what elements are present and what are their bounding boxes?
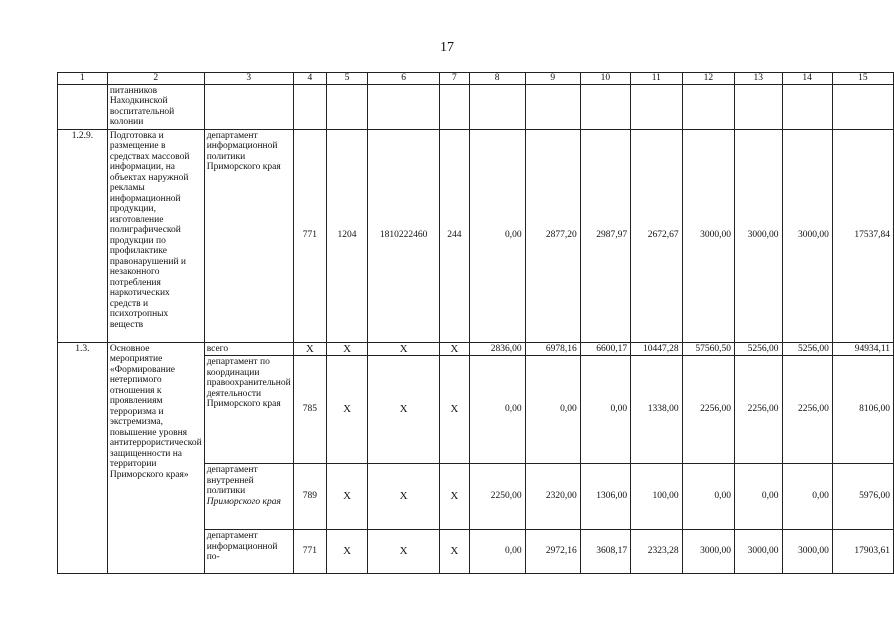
table-cell: 1204 [326, 129, 367, 342]
header-cell: 4 [293, 73, 326, 85]
table-cell: 0,00 [735, 464, 782, 530]
table-cell: 0,00 [682, 464, 734, 530]
table-cell: 5976,00 [832, 464, 893, 530]
table-cell: 2987,97 [580, 129, 630, 342]
table-cell: 10447,28 [631, 342, 683, 356]
table-cell: 2256,00 [782, 356, 832, 464]
executor-text: Приморского края [206, 496, 281, 507]
header-cell: 5 [326, 73, 367, 85]
table-cell: X [326, 342, 367, 356]
table-cell: 2250,00 [469, 464, 525, 530]
table-cell: 0,00 [469, 356, 525, 464]
table-cell: 8106,00 [832, 356, 893, 464]
header-cell: 11 [631, 73, 683, 85]
table-cell: 17537,84 [832, 129, 893, 342]
table-cell: 0,00 [525, 356, 580, 464]
executor-cell: департамент по координации правоохранительной деятельности Приморского края [204, 356, 293, 464]
table-cell: X [368, 530, 440, 574]
table-cell: 0,00 [580, 356, 630, 464]
code-cell [58, 84, 108, 129]
table-cell: X [440, 342, 469, 356]
code-cell: 1.2.9. [58, 129, 108, 342]
table-cell: 100,00 [631, 464, 683, 530]
header-cell: 1 [58, 73, 108, 85]
header-cell: 15 [832, 73, 893, 85]
table-cell: 2323,28 [631, 530, 683, 574]
table-cell: X [368, 356, 440, 464]
measure-name-cell: Основное мероприятие «Формирование нетерпимого отношения к проявлениям терроризма и экстремизма, повышение уровня антитеррористической защищенности на территории Приморского края» [107, 342, 204, 574]
table-cell: 3608,17 [580, 530, 630, 574]
budget-table [57, 72, 894, 574]
table-cell: 6600,17 [580, 342, 630, 356]
table-cell [525, 84, 580, 129]
table-cell [682, 84, 734, 129]
table-cell: 244 [440, 129, 469, 342]
table-cell: 1338,00 [631, 356, 683, 464]
table-cell: 2320,00 [525, 464, 580, 530]
table-cell: 5256,00 [782, 342, 832, 356]
table-cell [782, 84, 832, 129]
table-cell: 2256,00 [682, 356, 734, 464]
table-cell: 2256,00 [735, 356, 782, 464]
header-row [58, 73, 894, 85]
measure-name-cell: питанников Находкинской воспитательной колонии [107, 84, 204, 129]
executor-cell: департамент информационной политики Приморского края [204, 129, 293, 342]
table-cell: 3000,00 [782, 129, 832, 342]
table-cell: 3000,00 [782, 530, 832, 574]
table-cell: 3000,00 [735, 129, 782, 342]
table-cell: X [440, 530, 469, 574]
table-cell: X [326, 530, 367, 574]
measure-name-cell: Подготовка и размещение в средствах массовой информации, на объектах наружной рекламы информационной продукции, изготовление полиграфической продукции по профилактике правонарушений и незаконного потребления наркотических средств и психотропных веществ [107, 129, 204, 342]
header-cell: 13 [735, 73, 782, 85]
table-cell: 2672,67 [631, 129, 683, 342]
table-cell: 2972,16 [525, 530, 580, 574]
table-cell: 3000,00 [682, 129, 734, 342]
table-cell [735, 84, 782, 129]
header-cell: 7 [440, 73, 469, 85]
executor-cell: всего [204, 342, 293, 356]
code-cell: 1.3. [58, 342, 108, 574]
table-cell [832, 84, 893, 129]
table-row [58, 84, 894, 129]
table-cell: 771 [293, 129, 326, 342]
table-cell: 0,00 [469, 530, 525, 574]
table-cell [293, 84, 326, 129]
table-cell: X [440, 356, 469, 464]
table-cell: 789 [293, 464, 326, 530]
table-cell: 1306,00 [580, 464, 630, 530]
table-row [58, 342, 894, 356]
executor-cell: департамент информационной по- [204, 530, 293, 574]
executor-text: департамент внутренней политики [206, 465, 258, 496]
table-cell [368, 84, 440, 129]
table-cell: 0,00 [469, 129, 525, 342]
table-cell [469, 84, 525, 129]
table-cell: 94934,11 [832, 342, 893, 356]
table-cell: 2836,00 [469, 342, 525, 356]
header-cell: 6 [368, 73, 440, 85]
table-cell: 17903,61 [832, 530, 893, 574]
table-row [58, 129, 894, 342]
header-cell: 10 [580, 73, 630, 85]
table-cell: 3000,00 [735, 530, 782, 574]
table-cell: 5256,00 [735, 342, 782, 356]
header-cell: 2 [107, 73, 204, 85]
header-cell: 12 [682, 73, 734, 85]
table-cell: X [293, 342, 326, 356]
table-cell: X [326, 464, 367, 530]
table-cell: 1810222460 [368, 129, 440, 342]
table-cell [631, 84, 683, 129]
table-cell: 57560,50 [682, 342, 734, 356]
table-cell: 771 [293, 530, 326, 574]
executor-cell [204, 84, 293, 129]
header-cell: 8 [469, 73, 525, 85]
table-cell: X [368, 342, 440, 356]
table-cell: 2877,20 [525, 129, 580, 342]
table-cell: X [368, 464, 440, 530]
table-cell: 6978,16 [525, 342, 580, 356]
header-cell: 14 [782, 73, 832, 85]
table-cell: 785 [293, 356, 326, 464]
table-cell: 3000,00 [682, 530, 734, 574]
header-cell: 9 [525, 73, 580, 85]
table-cell: X [440, 464, 469, 530]
table-cell [580, 84, 630, 129]
page-number: 17 [440, 40, 454, 55]
executor-cell [204, 464, 293, 530]
table-cell: 0,00 [782, 464, 832, 530]
header-cell: 3 [204, 73, 293, 85]
table-cell [326, 84, 367, 129]
table-cell: X [326, 356, 367, 464]
table-cell [440, 84, 469, 129]
